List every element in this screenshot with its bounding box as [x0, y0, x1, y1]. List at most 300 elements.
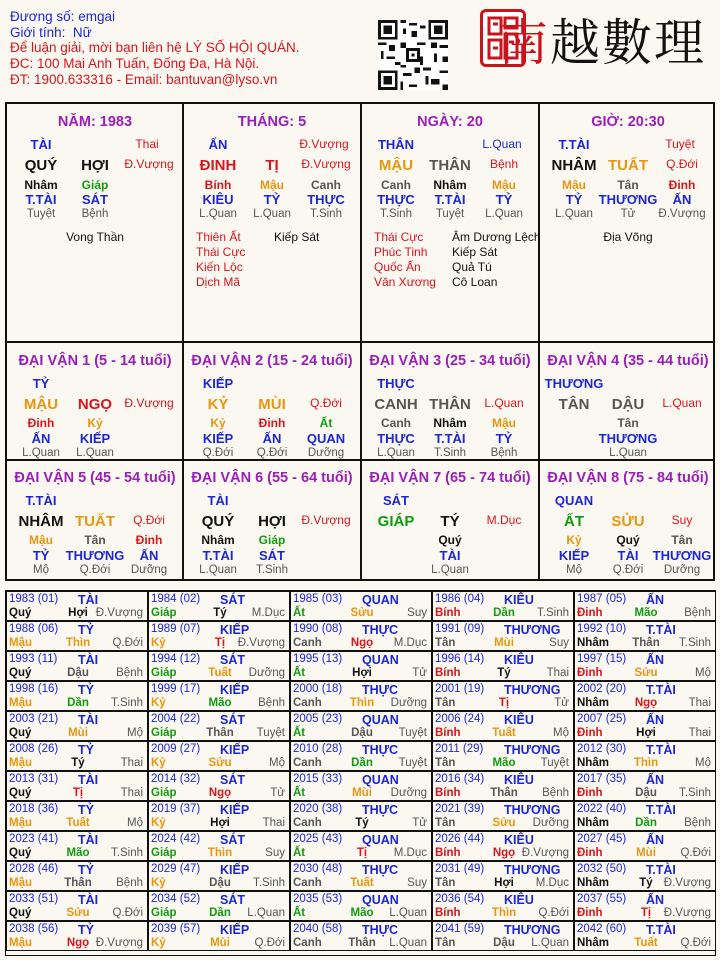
- year-branch: Mão: [208, 697, 232, 709]
- year-stage: Bệnh: [542, 787, 569, 799]
- pillar-heavenly-stem: MẬU: [378, 157, 414, 174]
- dai-van-hidden-stage: Q.Đới: [79, 564, 111, 576]
- owner-value: emgai: [78, 9, 115, 24]
- year-stage: M.Dục: [393, 847, 427, 859]
- year-cell[interactable]: [432, 861, 574, 891]
- dai-van-stage: Suy: [671, 513, 693, 527]
- year-branch: Hợi: [494, 877, 514, 889]
- year-cell[interactable]: [574, 651, 716, 681]
- year-cell[interactable]: [432, 771, 574, 801]
- dai-van-stem: TÂN: [558, 396, 590, 413]
- year-branch: Tuất: [634, 937, 658, 949]
- year-star: KIẾP: [220, 743, 250, 757]
- hidden-stem: Mậu: [492, 178, 516, 192]
- dai-van-branch: TÝ: [440, 513, 460, 530]
- year-branch: Hợi: [210, 817, 230, 829]
- year-cell[interactable]: [148, 921, 290, 951]
- dai-van-hidden-stem: Đinh: [135, 533, 163, 547]
- year-stem: Tân: [435, 757, 456, 769]
- star-item: Văn Xương: [374, 275, 436, 289]
- hidden-stem-star: KIÊU: [202, 192, 234, 207]
- dai-van-hidden-star: KIẾP: [558, 548, 590, 563]
- year-star: THỰC: [362, 683, 399, 697]
- pillar-can-star: THÂN: [377, 137, 415, 152]
- year-stem: Giáp: [151, 847, 177, 859]
- year-cell[interactable]: [148, 891, 290, 921]
- good-stars-list: [196, 230, 245, 290]
- dai-van-hidden-stem: Tân: [671, 533, 693, 547]
- year-cell[interactable]: [290, 831, 432, 861]
- year-branch: Tý: [639, 877, 653, 889]
- year-cell[interactable]: [432, 891, 574, 921]
- year-branch: Tý: [497, 667, 511, 679]
- year-stage: Mộ: [269, 757, 285, 769]
- dai-van-title: ĐẠI VẬN 3 (25 - 34 tuổi): [369, 353, 531, 369]
- year-stem: Bính: [435, 607, 461, 619]
- year-cell[interactable]: [290, 861, 432, 891]
- year-star: THƯƠNG: [504, 743, 561, 757]
- year-star: THƯƠNG: [504, 683, 561, 697]
- year-label: 2041 (59): [435, 923, 485, 935]
- year-label: 2002 (20): [577, 683, 627, 695]
- dai-van-hidden-stem: Kỷ: [87, 416, 103, 430]
- year-branch: Tuất: [492, 727, 516, 739]
- dai-van-stage: Đ.Vượng: [301, 513, 351, 527]
- year-cell[interactable]: [290, 891, 432, 921]
- dai-van-hidden-star: KIẾP: [202, 431, 234, 446]
- year-star: T.TÀI: [646, 683, 676, 697]
- year-cell[interactable]: [290, 921, 432, 951]
- year-label: 2039 (57): [151, 923, 201, 935]
- year-star: KIÊU: [504, 773, 534, 787]
- year-label: 2006 (24): [435, 713, 485, 725]
- year-cell[interactable]: [148, 801, 290, 831]
- year-stage: Đ.Vượng: [95, 607, 143, 619]
- dai-van-hidden-star: TỶ: [32, 548, 50, 563]
- year-star: THƯƠNG: [504, 923, 561, 937]
- hidden-stem-stage: Tử: [620, 208, 636, 220]
- year-stem: Canh: [293, 877, 322, 889]
- dai-van-stem: NHÂM: [18, 513, 64, 530]
- year-branch: Mão: [492, 757, 516, 769]
- year-cell[interactable]: [290, 591, 432, 621]
- year-star: KIẾP: [220, 863, 250, 877]
- year-cell[interactable]: [6, 741, 148, 771]
- star-item: Âm Dương Lệch: [452, 230, 541, 244]
- year-cell[interactable]: [6, 681, 148, 711]
- year-star: T.TÀI: [646, 863, 676, 877]
- dai-van-hidden-star: ẤN: [139, 548, 159, 563]
- year-branch: Thìn: [491, 907, 517, 919]
- hidden-stem-star: TỶ: [263, 192, 281, 207]
- dai-van-hidden-stage: Bệnh: [490, 447, 518, 459]
- year-cell[interactable]: [148, 831, 290, 861]
- year-star: T.TÀI: [646, 743, 676, 757]
- pillar-life-stage: Đ.Vượng: [124, 157, 174, 171]
- pillar-can-star: T.TÀI: [558, 137, 590, 152]
- dai-van-stem: ẤT: [564, 513, 584, 530]
- year-cell[interactable]: [148, 711, 290, 741]
- year-stage: Tuyệt: [540, 757, 569, 769]
- year-label: 2028 (46): [9, 863, 59, 875]
- hidden-stem-stage: Tuyệt: [435, 208, 465, 220]
- year-cell[interactable]: [290, 681, 432, 711]
- dai-van-stem: GIÁP: [377, 513, 415, 530]
- year-stage: Dưỡng: [532, 817, 569, 829]
- phone-email[interactable]: ĐT: 1900.633316 - Email: bantuvan@lyso.vn: [10, 71, 278, 87]
- dai-van-star: THỰC: [377, 376, 415, 391]
- header-info: [10, 9, 370, 88]
- year-cell[interactable]: [148, 621, 290, 651]
- year-branch: Mùi: [68, 727, 88, 739]
- year-cell[interactable]: [574, 921, 716, 951]
- year-star: T.TÀI: [646, 623, 676, 637]
- dai-van-star: THƯƠNG: [544, 376, 604, 391]
- year-star: TỶ: [78, 803, 94, 817]
- year-branch: Mùi: [210, 937, 230, 949]
- year-cell[interactable]: [290, 741, 432, 771]
- year-stem: Tân: [435, 637, 456, 649]
- year-stage: Bệnh: [116, 667, 143, 679]
- hidden-stem-star: T.TÀI: [434, 192, 466, 207]
- hidden-stem: Giáp: [81, 178, 109, 192]
- dai-van-hidden-stage: Q.Đới: [612, 564, 644, 576]
- year-cell[interactable]: [148, 861, 290, 891]
- year-cell[interactable]: [432, 921, 574, 951]
- dai-van-title: ĐẠI VẬN 8 (75 - 84 tuổi): [547, 470, 709, 486]
- year-stem: Ất: [293, 787, 306, 799]
- year-stage: Thai: [546, 667, 569, 679]
- year-stem: Quý: [9, 727, 32, 739]
- dai-van-hidden-stage: L.Quan: [431, 564, 469, 576]
- year-stem: Nhâm: [577, 817, 609, 829]
- dai-van-star: KIẾP: [202, 376, 234, 391]
- year-star: SÁT: [220, 773, 245, 787]
- year-cell[interactable]: [290, 621, 432, 651]
- year-star: KIÊU: [504, 593, 534, 607]
- gender-label: Giới tính:: [10, 24, 66, 40]
- year-cell[interactable]: [574, 801, 716, 831]
- year-stem: Tân: [435, 877, 456, 889]
- year-stage: Dưỡng: [390, 697, 427, 709]
- year-star: KIẾP: [220, 923, 250, 937]
- dai-van-hidden-star: THƯƠNG: [652, 548, 712, 563]
- year-star: SÁT: [220, 893, 245, 907]
- year-branch: Dần: [635, 817, 657, 829]
- year-branch: Tý: [213, 607, 227, 619]
- year-stage: Đ.Vượng: [521, 847, 569, 859]
- dai-van-stem: KỶ: [207, 396, 229, 413]
- year-star: QUAN: [362, 893, 399, 907]
- hidden-stem-stage: Đ.Vượng: [658, 208, 706, 220]
- qr-code-icon[interactable]: [378, 20, 448, 90]
- year-cell[interactable]: [574, 621, 716, 651]
- year-cell[interactable]: [148, 681, 290, 711]
- hidden-stem-stage: T.Sinh: [310, 208, 342, 220]
- hidden-stem-stage: L.Quan: [253, 208, 291, 220]
- year-stem: Tân: [435, 817, 456, 829]
- year-branch: Thìn: [633, 757, 659, 769]
- year-cell[interactable]: [574, 681, 716, 711]
- year-star: TÀI: [78, 773, 99, 787]
- pillar-life-stage: Đ.Vượng: [301, 157, 351, 171]
- year-stage: Đ.Vượng: [237, 637, 285, 649]
- star-item: Quả Tú: [452, 260, 492, 274]
- year-cell[interactable]: [574, 591, 716, 621]
- year-stage: Suy: [549, 637, 569, 649]
- year-stage: M.Dục: [393, 637, 427, 649]
- year-cell[interactable]: [574, 831, 716, 861]
- annual-luck-table: [5, 590, 716, 956]
- year-stem: Mậu: [9, 697, 32, 709]
- year-branch: Mão: [634, 607, 658, 619]
- year-label: 2015 (33): [293, 773, 343, 785]
- year-label: 2008 (26): [9, 743, 59, 755]
- year-label: 2018 (36): [9, 803, 59, 815]
- year-star: SÁT: [220, 833, 245, 847]
- hidden-stem: Đinh: [668, 178, 696, 192]
- year-label: 1990 (08): [293, 623, 343, 635]
- year-stem: Bính: [435, 907, 461, 919]
- year-stage: M.Dục: [251, 607, 285, 619]
- year-stage: Đ.Vượng: [663, 907, 711, 919]
- dai-van-hidden-star: TỶ: [495, 431, 513, 446]
- year-stem: Canh: [293, 757, 322, 769]
- year-label: 2014 (32): [151, 773, 201, 785]
- dai-van-branch: DẬU: [611, 396, 645, 413]
- year-label: 2027 (45): [577, 833, 627, 845]
- year-cell[interactable]: [574, 771, 716, 801]
- year-stem: Kỷ: [151, 757, 166, 769]
- dai-van-hidden-stem: Quý: [438, 533, 462, 547]
- dai-van-title: ĐẠI VẬN 7 (65 - 74 tuổi): [369, 470, 531, 486]
- year-branch: Dậu: [493, 937, 515, 949]
- year-cell[interactable]: [290, 711, 432, 741]
- year-label: 2031 (49): [435, 863, 485, 875]
- dai-van-hidden-stage: Dưỡng: [130, 564, 168, 576]
- year-cell[interactable]: [574, 711, 716, 741]
- year-cell[interactable]: [432, 741, 574, 771]
- dai-van-branch: SỬU: [611, 513, 645, 530]
- year-stem: Nhâm: [577, 637, 609, 649]
- year-star: ẤN: [646, 773, 665, 787]
- year-star: TÀI: [78, 653, 99, 667]
- pillar-title: NĂM: 1983: [57, 114, 133, 130]
- hidden-stem-stage: T.Sinh: [380, 208, 412, 220]
- year-star: KIÊU: [504, 833, 534, 847]
- year-cell[interactable]: [290, 771, 432, 801]
- pillar-ts-label: Thai: [135, 137, 159, 151]
- year-star: TÀI: [78, 893, 99, 907]
- year-stage: T.Sinh: [537, 607, 569, 619]
- dai-van-hidden-star: TÀI: [439, 548, 461, 563]
- year-branch: Ngọ: [350, 637, 374, 649]
- year-label: 2038 (56): [9, 923, 59, 935]
- year-cell[interactable]: [6, 771, 148, 801]
- dai-van-hidden-stage: L.Quan: [199, 564, 237, 576]
- year-star: THỰC: [362, 923, 399, 937]
- year-stem: Giáp: [151, 727, 177, 739]
- year-cell[interactable]: [432, 681, 574, 711]
- year-stage: Tử: [412, 817, 427, 829]
- year-stem: Quý: [9, 667, 32, 679]
- year-stem: Mậu: [9, 937, 32, 949]
- year-stem: Ất: [293, 907, 306, 919]
- year-branch: Thìn: [65, 637, 91, 649]
- year-label: 1998 (16): [9, 683, 59, 695]
- year-stage: Mộ: [553, 727, 569, 739]
- dai-van-hidden-stage: L.Quan: [609, 447, 647, 459]
- year-star: ẤN: [646, 893, 665, 907]
- dai-van-hidden-stem: Kỷ: [210, 416, 226, 430]
- hidden-stem-star: T.TÀI: [25, 192, 57, 207]
- year-label: 2036 (54): [435, 893, 485, 905]
- year-star: QUAN: [362, 653, 399, 667]
- year-cell[interactable]: [6, 651, 148, 681]
- year-cell[interactable]: [6, 711, 148, 741]
- year-cell[interactable]: [6, 831, 148, 861]
- year-branch: Hợi: [636, 727, 656, 739]
- brand-logo-text: 南越數理: [498, 14, 706, 72]
- dai-van-hidden-stem: Ất: [319, 416, 333, 430]
- year-cell[interactable]: [574, 891, 716, 921]
- year-star: ẤN: [646, 653, 665, 667]
- year-branch: Tý: [71, 757, 85, 769]
- year-cell[interactable]: [148, 741, 290, 771]
- year-cell[interactable]: [432, 711, 574, 741]
- year-cell[interactable]: [6, 921, 148, 951]
- year-label: 2029 (47): [151, 863, 201, 875]
- year-stem: Ất: [293, 667, 306, 679]
- year-star: QUAN: [362, 593, 399, 607]
- hidden-stem: Nhâm: [433, 178, 467, 192]
- year-stem: Quý: [9, 607, 32, 619]
- year-star: KIẾP: [220, 623, 250, 637]
- year-stage: Thai: [688, 727, 711, 739]
- pillar-title: NGÀY: 20: [417, 114, 483, 130]
- hidden-stem-star: ẤN: [672, 192, 692, 207]
- year-cell[interactable]: [148, 771, 290, 801]
- hidden-stem: Canh: [311, 178, 341, 192]
- pillar-ts-label: Tuyệt: [665, 137, 695, 151]
- year-branch: Dậu: [351, 727, 373, 739]
- year-star: KIẾP: [220, 803, 250, 817]
- year-label: 2025 (43): [293, 833, 343, 845]
- year-branch: Mùi: [352, 787, 372, 799]
- star-item: Kiếp Sát: [452, 245, 498, 259]
- address: ĐC: 100 Mai Anh Tuấn, Đống Đa, Hà Nội.: [10, 56, 260, 72]
- dai-van-stem: CANH: [374, 396, 418, 413]
- year-stem: Ất: [293, 607, 306, 619]
- year-cell[interactable]: [432, 591, 574, 621]
- year-branch: Dần: [209, 907, 231, 919]
- year-branch: Tị: [356, 847, 368, 859]
- year-cell[interactable]: [148, 651, 290, 681]
- dai-van-branch: THÂN: [429, 396, 471, 413]
- year-cell[interactable]: [432, 801, 574, 831]
- year-branch: Thân: [64, 877, 92, 889]
- dai-van-title: ĐẠI VẬN 4 (35 - 44 tuổi): [547, 353, 709, 369]
- year-label: 1997 (15): [577, 653, 627, 665]
- year-cell[interactable]: [432, 831, 574, 861]
- dai-van-branch: HỢI: [258, 513, 286, 530]
- dai-van-hidden-stem: Đinh: [27, 416, 55, 430]
- pillar-title: GIỜ: 20:30: [591, 114, 665, 130]
- year-cell[interactable]: [574, 861, 716, 891]
- year-cell[interactable]: [6, 801, 148, 831]
- year-stage: Q.Đới: [254, 937, 285, 949]
- dai-van-hidden-star: T.TÀI: [202, 548, 234, 563]
- year-label: 2037 (55): [577, 893, 627, 905]
- year-star: TÀI: [78, 593, 99, 607]
- owner-label: Đương số:: [10, 9, 75, 24]
- year-star: SÁT: [220, 653, 245, 667]
- year-cell[interactable]: [6, 591, 148, 621]
- dai-van-hidden-star: QUAN: [306, 431, 346, 446]
- dai-van-stage: Q.Đới: [133, 513, 165, 527]
- year-label: 2019 (37): [151, 803, 201, 815]
- dai-van-hidden-stage: L.Quan: [377, 447, 415, 459]
- year-stem: Quý: [9, 907, 32, 919]
- year-star: QUAN: [362, 773, 399, 787]
- year-star: SÁT: [220, 593, 245, 607]
- year-branch: Dậu: [209, 877, 231, 889]
- brand-logo: [478, 7, 710, 79]
- year-label: 2007 (25): [577, 713, 627, 725]
- hidden-stem: Mậu: [562, 178, 586, 192]
- year-stage: Mộ: [695, 667, 711, 679]
- year-label: 1999 (17): [151, 683, 201, 695]
- year-cell[interactable]: [6, 891, 148, 921]
- year-branch: Hợi: [352, 667, 372, 679]
- year-branch: Dậu: [635, 787, 657, 799]
- year-label: 2020 (38): [293, 803, 343, 815]
- year-stem: Canh: [293, 817, 322, 829]
- dai-van-stage: L.Quan: [484, 396, 524, 410]
- year-star: TỶ: [78, 923, 94, 937]
- year-cell[interactable]: [432, 651, 574, 681]
- star-item: Phúc Tinh: [374, 245, 428, 259]
- dai-van-stage: Đ.Vượng: [124, 396, 174, 410]
- year-star: KIÊU: [504, 653, 534, 667]
- year-stem: Đinh: [577, 787, 603, 799]
- hidden-stem: Nhâm: [24, 178, 58, 192]
- year-stem: Nhâm: [577, 937, 609, 949]
- bad-stars-list: [66, 230, 124, 245]
- year-label: 1991 (09): [435, 623, 485, 635]
- year-stem: Canh: [293, 637, 322, 649]
- pillar-title: THÁNG: 5: [237, 114, 307, 130]
- year-label: 1994 (12): [151, 653, 201, 665]
- year-cell[interactable]: [6, 861, 148, 891]
- year-stem: Bính: [435, 667, 461, 679]
- year-cell[interactable]: [574, 741, 716, 771]
- year-star: TỶ: [78, 683, 94, 697]
- year-label: 2042 (60): [577, 923, 627, 935]
- year-stem: Mậu: [9, 637, 32, 649]
- year-cell[interactable]: [290, 801, 432, 831]
- year-cell[interactable]: [432, 621, 574, 651]
- year-stem: Giáp: [151, 607, 177, 619]
- year-cell[interactable]: [6, 621, 148, 651]
- star-item: Kiếp Sát: [274, 230, 320, 244]
- year-cell[interactable]: [290, 651, 432, 681]
- year-stage: Bệnh: [684, 607, 711, 619]
- year-stage: Tuyệt: [256, 727, 285, 739]
- year-cell[interactable]: [148, 591, 290, 621]
- year-stem: Canh: [293, 697, 322, 709]
- year-stem: Bính: [435, 727, 461, 739]
